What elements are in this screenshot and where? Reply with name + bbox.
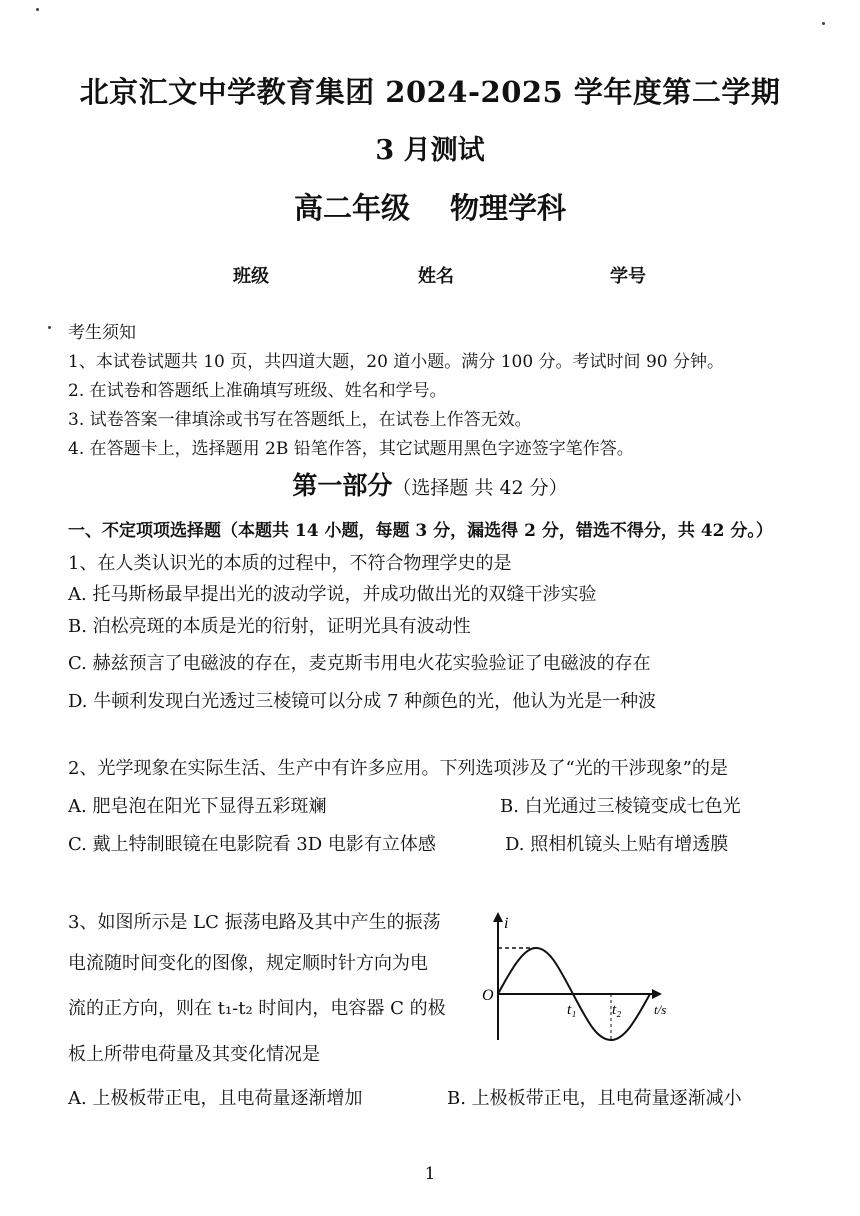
scan-speck — [48, 326, 51, 329]
grade-subject — [0, 186, 860, 227]
question-3-stem-line: 电流随时间变化的图像，规定顺时针方向为电 — [68, 953, 428, 974]
question-1-option-b: B. 泊松亮斑的本质是光的衍射，证明光具有波动性 — [68, 616, 471, 637]
question-1-option-d: D. 牛顿利发现白光透过三棱镜可以分成 7 种颜色的光，他认为光是一种波 — [68, 691, 657, 712]
question-1-stem: 1、在人类认识光的本质的过程中，不符合物理学史的是 — [68, 553, 512, 574]
subject-label: 物理学科 — [450, 191, 567, 225]
notice-heading: 考生须知 — [68, 323, 136, 343]
part-subtitle: （选择题 共 42 分） — [392, 477, 568, 499]
oscillation-current-graph — [478, 910, 688, 1045]
part-heading — [0, 466, 860, 502]
notice-item: 1、本试卷试题共 10 页，共四道大题，20 道小题。满分 100 分。考试时间 90 分钟。 — [68, 352, 724, 372]
origin-label: O — [482, 987, 494, 1004]
exam-title: 北京汇文中学教育集团 2024-2025 学年度第二学期 — [79, 75, 781, 109]
exam-subtitle: 3 月测试 — [375, 135, 485, 166]
section-heading: 一、不定项项选择题（本题共 14 小题，每题 3 分，漏选得 2 分，错选不得分，共 42 分。） — [68, 521, 773, 541]
x-axis-arrow-icon — [652, 989, 662, 999]
question-3-option-b: B. 上极板带正电，且电荷量逐渐减小 — [447, 1088, 742, 1109]
x-axis-label: t/s — [654, 1002, 667, 1017]
notice-item: 4. 在答题卡上，选择题用 2B 铅笔作答，其它试题用黑色字迹签字笔作答。 — [68, 439, 634, 459]
grade-label: 高二年级 — [293, 191, 410, 225]
t2-label: t₂ — [612, 1002, 622, 1018]
question-2-option-b: B. 白光通过三棱镜变成七色光 — [500, 796, 741, 817]
question-1-option-a: A. 托马斯杨最早提出光的波动学说，并成功做出光的双缝干涉实验 — [68, 584, 597, 605]
name-field-label: 姓名 — [418, 266, 454, 287]
question-3-stem-line: 3、如图所示是 LC 振荡电路及其中产生的振荡 — [68, 912, 441, 933]
t1-label: t₁ — [567, 1002, 577, 1018]
scan-speck — [36, 8, 39, 11]
question-2-option-d: D. 照相机镜头上贴有增透膜 — [505, 834, 729, 855]
question-3-option-a: A. 上极板带正电，且电荷量逐渐增加 — [68, 1088, 363, 1109]
question-3-stem-line: 板上所带电荷量及其变化情况是 — [68, 1044, 320, 1065]
question-2-option-c: C. 戴上特制眼镜在电影院看 3D 电影有立体感 — [68, 834, 436, 855]
y-axis-arrow-icon — [493, 912, 503, 922]
class-field-label: 班级 — [233, 266, 269, 287]
part-title: 第一部分 — [292, 471, 393, 500]
question-2-stem: 2、光学现象在实际生活、生产中有许多应用。下列选项涉及了“光的干涉现象”的是 — [68, 758, 728, 779]
notice-item: 3. 试卷答案一律填涂或书写在答题纸上，在试卷上作答无效。 — [68, 410, 532, 430]
page-number: 1 — [424, 1164, 436, 1184]
notice-item: 2. 在试卷和答题纸上准确填写班级、姓名和学号。 — [68, 381, 447, 401]
question-2-option-a: A. 肥皂泡在阳光下显得五彩斑斓 — [68, 796, 327, 817]
student-id-field-label: 学号 — [610, 266, 646, 287]
scan-speck — [822, 22, 825, 25]
y-axis-label: i — [504, 915, 509, 932]
question-1-option-c: C. 赫兹预言了电磁波的存在，麦克斯韦用电火花实验验证了电磁波的存在 — [68, 653, 651, 674]
question-3-stem-line: 流的正方向，则在 t₁-t₂ 时间内，电容器 C 的极 — [68, 998, 446, 1019]
